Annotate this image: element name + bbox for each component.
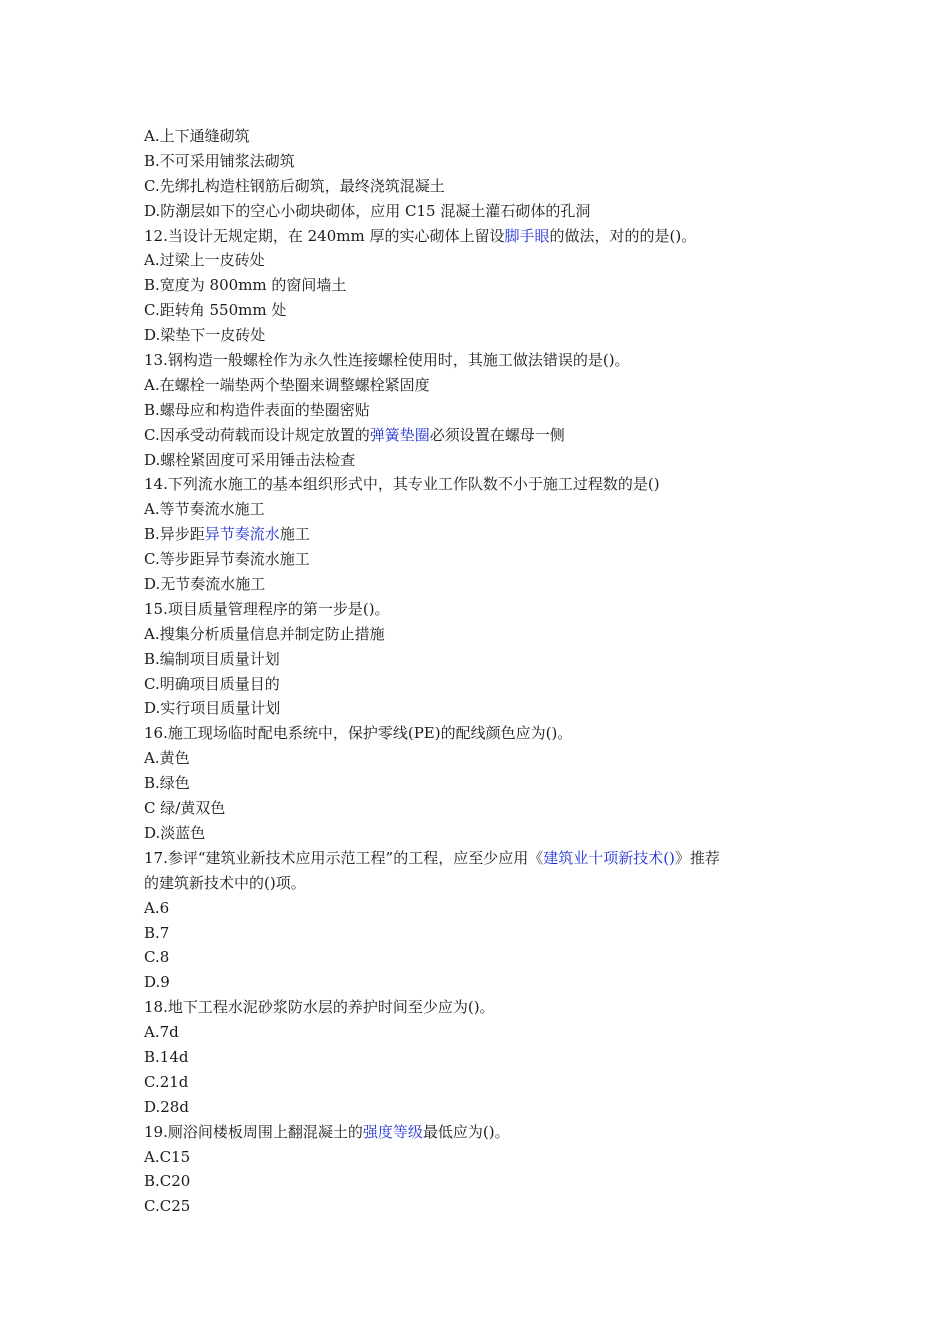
text-line xyxy=(144,423,824,448)
text-segment: D.梁垫下一皮砖处 xyxy=(144,326,266,345)
text-line xyxy=(144,373,824,398)
text-segment: 施工 xyxy=(279,525,310,544)
text-line xyxy=(144,771,824,796)
text-line xyxy=(144,672,824,697)
text-segment: 17.参评“建筑业新技术应用示范工程”的工程，应至少应用《 xyxy=(144,848,544,867)
text-line xyxy=(144,572,824,597)
text-line xyxy=(144,995,824,1020)
text-line xyxy=(144,398,824,423)
text-line xyxy=(144,149,824,174)
text-segment: D.淡蓝色 xyxy=(144,823,206,842)
text-segment: B.不可采用铺浆法砌筑 xyxy=(144,151,295,170)
text-line xyxy=(144,472,824,497)
text-line xyxy=(144,248,824,273)
text-segment: D.9 xyxy=(144,973,170,992)
text-segment: B.7 xyxy=(144,923,170,942)
text-segment: D.28d xyxy=(144,1097,189,1116)
text-line xyxy=(144,597,824,622)
text-segment: 》推荐 xyxy=(674,848,720,867)
text-segment: 14.下列流水施工的基本组织形式中，其专业工作队数不小于施工过程数的是() xyxy=(144,475,660,494)
hyperlink[interactable]: 建筑业十项新技术() xyxy=(543,848,675,867)
text-segment: C.8 xyxy=(144,948,170,967)
text-segment: C.因承受动荷载而设计规定放置的 xyxy=(144,425,370,444)
hyperlink[interactable]: 异节奏流水 xyxy=(204,525,280,544)
text-segment: A.C15 xyxy=(144,1147,191,1166)
hyperlink[interactable]: 弹簧垫圈 xyxy=(369,425,430,444)
document-body xyxy=(144,124,824,1219)
text-segment: C 绿/黄双色 xyxy=(144,799,226,818)
text-segment: A.黄色 xyxy=(144,749,190,768)
text-segment: A.上下通缝砌筑 xyxy=(144,127,250,145)
text-segment: A.过梁上一皮砖处 xyxy=(144,251,265,270)
text-line xyxy=(144,622,824,647)
text-line xyxy=(144,348,824,373)
text-line xyxy=(144,174,824,199)
text-segment: C.明确项目质量目的 xyxy=(144,674,280,693)
text-segment: 的做法，对的的是()。 xyxy=(549,226,697,245)
text-line xyxy=(144,1020,824,1045)
text-segment: C.等步距异节奏流水施工 xyxy=(144,550,310,569)
text-line xyxy=(144,721,824,746)
text-segment: C.先绑扎构造柱钢筋后砌筑，最终浇筑混凝土 xyxy=(144,176,445,195)
text-segment: A.6 xyxy=(144,898,170,917)
text-segment: B.异步距 xyxy=(144,525,205,544)
text-segment: C.距转角 550mm 处 xyxy=(144,301,287,320)
text-line xyxy=(144,273,824,298)
text-line xyxy=(144,522,824,547)
text-segment: D.防潮层如下的空心小砌块砌体，应用 C15 混凝土灌石砌体的孔洞 xyxy=(144,201,591,220)
hyperlink[interactable]: 脚手眼 xyxy=(504,226,550,245)
text-line xyxy=(144,647,824,672)
text-segment: 16.施工现场临时配电系统中，保护零线(PE)的配线颜色应为()。 xyxy=(144,724,573,743)
text-line xyxy=(144,1194,824,1219)
text-line xyxy=(144,1045,824,1070)
text-segment: B.编制项目质量计划 xyxy=(144,649,280,668)
text-line xyxy=(144,746,824,771)
text-segment: B.14d xyxy=(144,1047,189,1066)
hyperlink[interactable]: 强度等级 xyxy=(362,1122,423,1141)
text-segment: B.螺母应和构造件表面的垫圈密贴 xyxy=(144,400,370,419)
text-line xyxy=(144,323,824,348)
text-segment: C.21d xyxy=(144,1072,189,1091)
text-line xyxy=(144,846,824,871)
text-segment: 的建筑新技术中的()项。 xyxy=(144,873,306,892)
text-line xyxy=(144,224,824,249)
text-segment: A.搜集分析质量信息并制定防止措施 xyxy=(144,624,385,643)
text-line xyxy=(144,945,824,970)
text-line xyxy=(144,1070,824,1095)
text-line xyxy=(144,124,824,149)
text-segment: 13.钢构造一般螺栓作为永久性连接螺栓使用时，其施工做法错误的是()。 xyxy=(144,351,630,370)
text-segment: B.绿色 xyxy=(144,774,190,793)
text-line xyxy=(144,1120,824,1145)
text-line xyxy=(144,696,824,721)
text-segment: B.C20 xyxy=(144,1172,191,1191)
text-line xyxy=(144,1169,824,1194)
text-segment: 15.项目质量管理程序的第一步是()。 xyxy=(144,599,390,618)
text-segment: D.无节奏流水施工 xyxy=(144,575,266,594)
text-segment: 最低应为()。 xyxy=(422,1122,510,1141)
text-line xyxy=(144,821,824,846)
text-segment: 12.当设计无规定期，在 240mm 厚的实心砌体上留设 xyxy=(144,226,505,245)
text-segment: D.实行项目质量计划 xyxy=(144,699,281,718)
text-segment: C.C25 xyxy=(144,1197,191,1216)
text-line xyxy=(144,970,824,995)
text-line xyxy=(144,796,824,821)
text-segment: A.7d xyxy=(144,1023,179,1042)
text-segment: 必须设置在螺母一侧 xyxy=(429,425,565,444)
text-line xyxy=(144,547,824,572)
text-segment: A.等节奏流水施工 xyxy=(144,500,265,519)
text-line xyxy=(144,1145,824,1170)
text-segment: D.螺栓紧固度可采用锤击法检查 xyxy=(144,450,356,469)
text-segment: 19.厕浴间楼板周围上翻混凝土的 xyxy=(144,1122,363,1141)
text-line xyxy=(144,871,824,896)
text-line xyxy=(144,199,824,224)
text-line xyxy=(144,448,824,473)
text-line xyxy=(144,298,824,323)
text-line xyxy=(144,497,824,522)
text-segment: 18.地下工程水泥砂浆防水层的养护时间至少应为()。 xyxy=(144,998,495,1017)
text-segment: B.宽度为 800mm 的窗间墙土 xyxy=(144,276,347,295)
text-segment: A.在螺栓一端垫两个垫圈来调整螺栓紧固度 xyxy=(144,375,430,394)
text-line xyxy=(144,921,824,946)
text-line xyxy=(144,896,824,921)
text-line xyxy=(144,1095,824,1120)
